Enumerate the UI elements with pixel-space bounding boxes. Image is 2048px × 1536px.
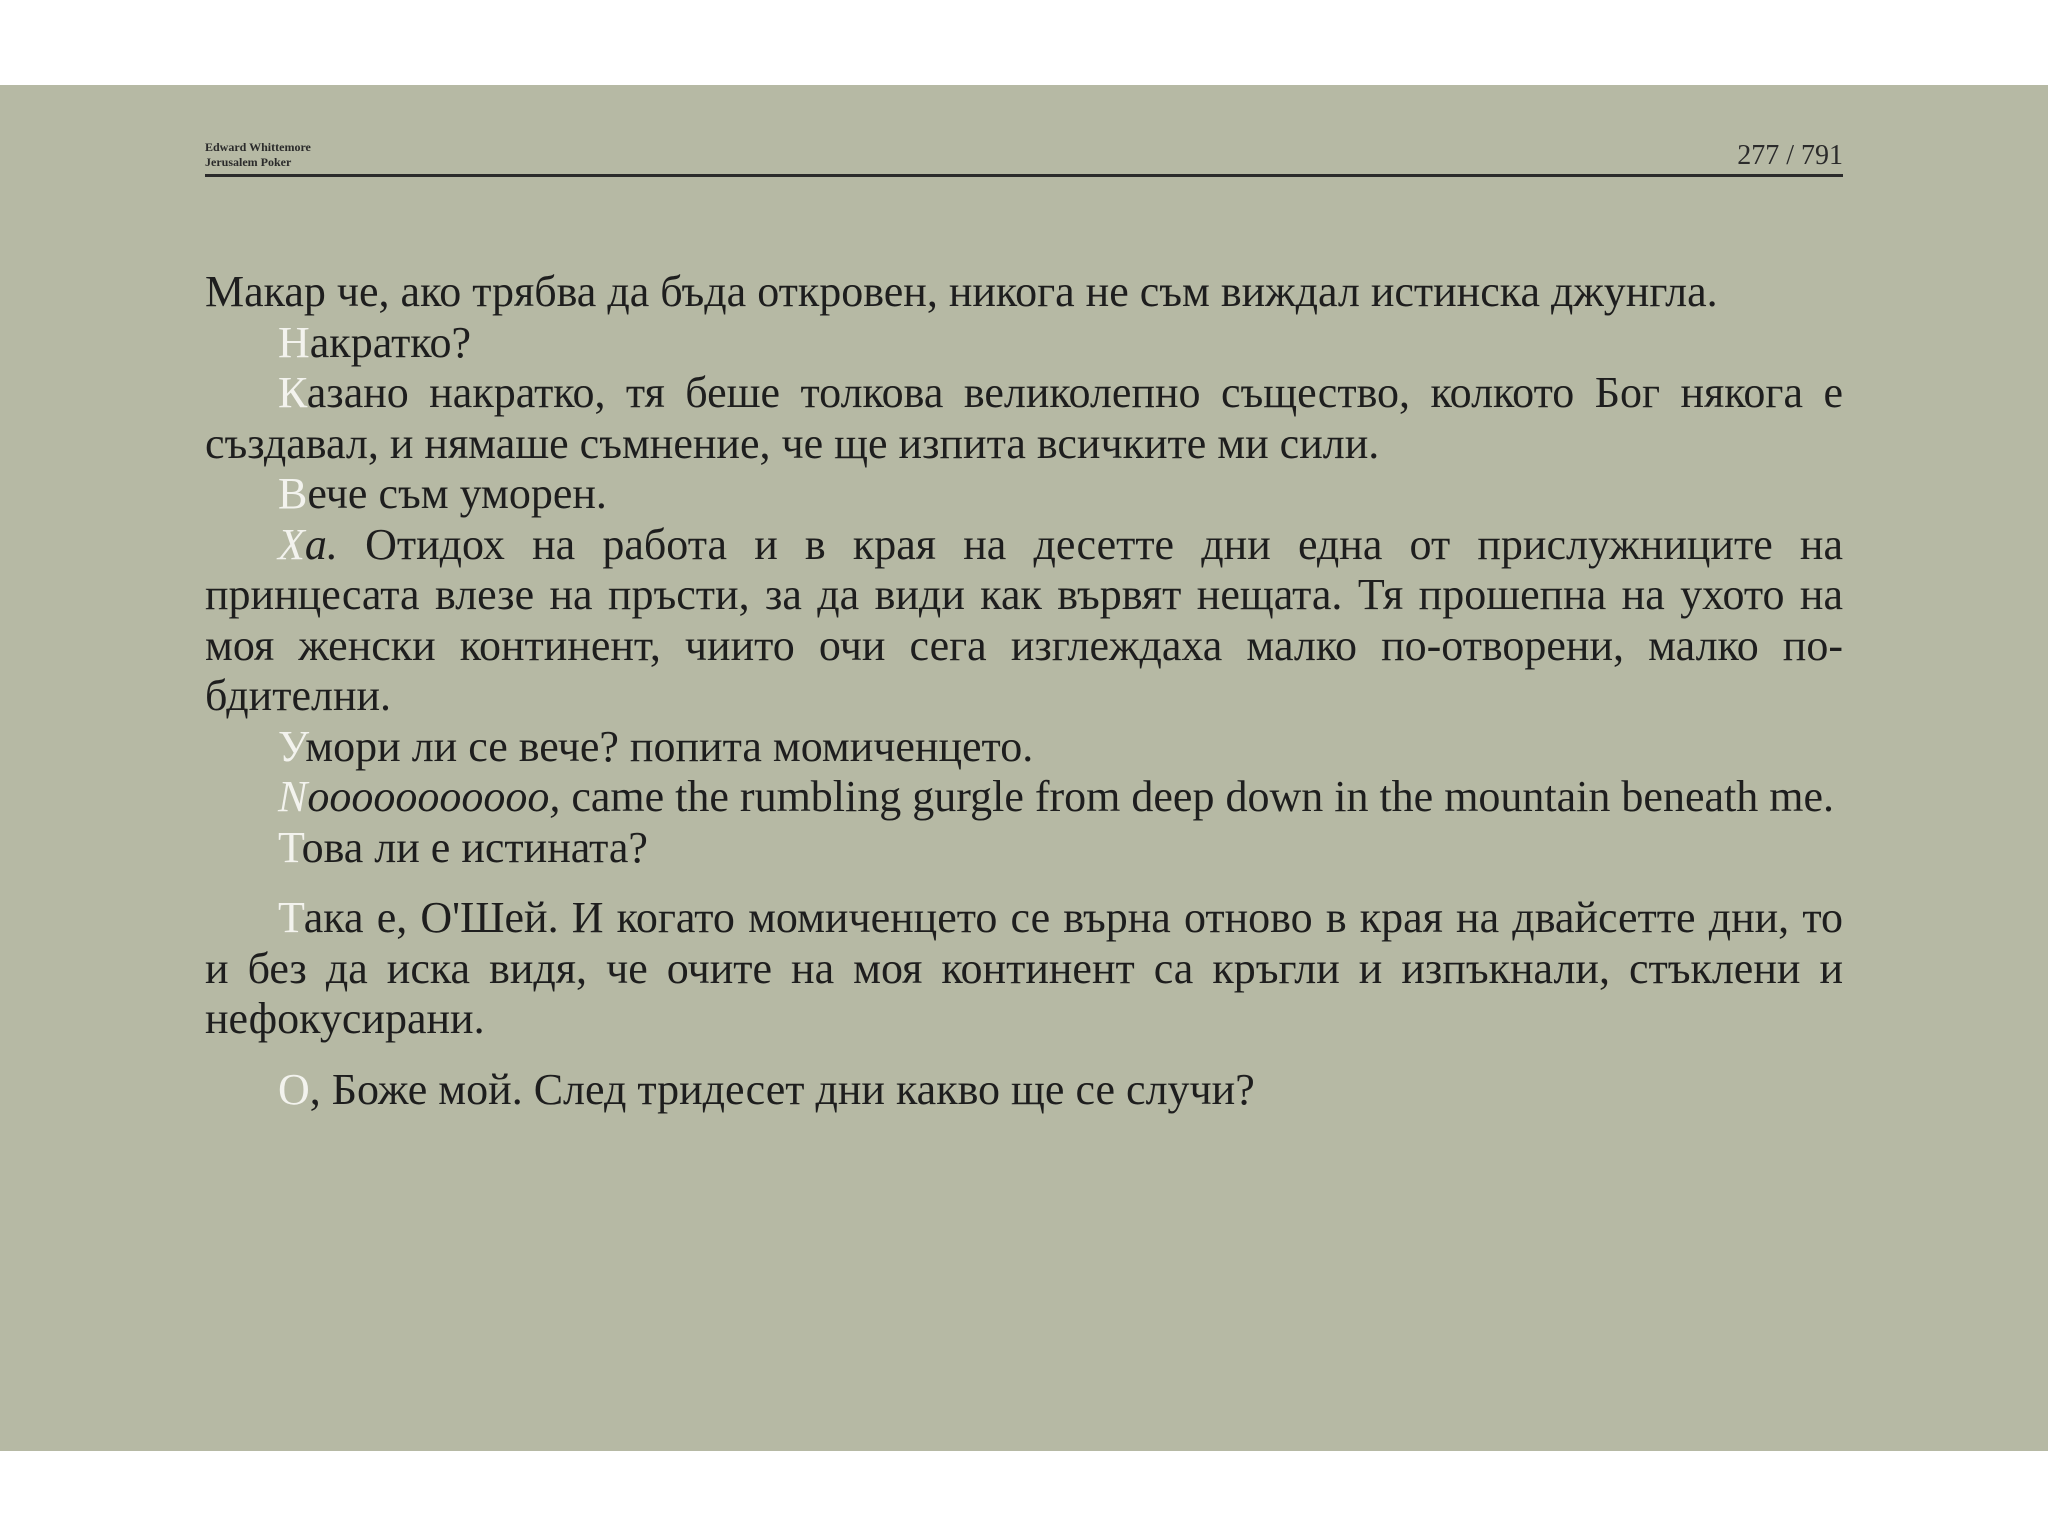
- initial-letter: Т: [278, 893, 304, 942]
- author-name: Edward Whittemore: [205, 140, 311, 154]
- paragraph: [205, 772, 1843, 823]
- paragraph: [205, 469, 1843, 520]
- italic-text: а.: [304, 519, 338, 569]
- paragraph-text: Макар че, ако трябва да бъда откровен, никога не съм виждал истинска джунгла.: [205, 267, 1718, 316]
- paragraph: [205, 520, 1843, 722]
- paragraph-text: акратко?: [309, 317, 471, 367]
- paragraph-text: ече съм уморен.: [307, 469, 607, 518]
- paragraph: [205, 722, 1843, 773]
- paragraph: [205, 823, 1843, 874]
- paragraph-text: азано накратко, тя беше толкова великолепно същество, колкото Бог някога е създавал, и нямаше съмнение, че ще изпита всичките ми сили.: [205, 368, 1843, 468]
- initial-letter: У: [278, 721, 306, 771]
- initial-letter: Х: [278, 519, 305, 569]
- initial-letter: В: [278, 469, 308, 518]
- italic-text: ooooooooooo,: [307, 772, 561, 821]
- paragraph: [205, 893, 1843, 1045]
- initial-letter: К: [278, 368, 307, 417]
- page-counter: 277 / 791: [1737, 140, 1843, 171]
- paragraph: [205, 1065, 1843, 1116]
- paragraph-text: мори ли се вече? попита момиченцето.: [305, 721, 1034, 771]
- book-title: Jerusalem Poker: [205, 155, 292, 169]
- book-meta: [205, 140, 311, 170]
- paragraph-text: came the rumbling gurgle from deep down in the mountain beneath me.: [560, 772, 1834, 821]
- text-body: [205, 267, 1843, 1115]
- paragraph-text: ака е, О'Шей. И когато момиченцето се върна отново в края на двайсетте дни, то и без да иска видя, че очите на моя континент са кръгли и изпъкнали, стъклени и нефокусирани.: [205, 893, 1843, 1043]
- paragraph: [205, 368, 1843, 469]
- paragraph-text: ова ли е истината?: [301, 822, 648, 872]
- paragraph-text: , Боже мой. След тридесет дни какво ще се случи?: [309, 1064, 1255, 1114]
- initial-letter: Н: [278, 317, 310, 367]
- initial-letter: О: [278, 1064, 310, 1114]
- paragraph-text: Отидох на работа и в края на десетте дни една от прислужниците на принцесата влезе на пръсти, за да види как вървят нещата. Тя прошепна на ухото на моя женски континент, чиито очи сега изглеждаха малко по-отворени, малко по-бдителни.: [205, 519, 1843, 720]
- initial-letter: Т: [278, 822, 302, 872]
- initial-letter: N: [278, 772, 308, 821]
- running-header: [205, 134, 1843, 177]
- paragraph: [205, 318, 1843, 369]
- paragraph: [205, 267, 1843, 318]
